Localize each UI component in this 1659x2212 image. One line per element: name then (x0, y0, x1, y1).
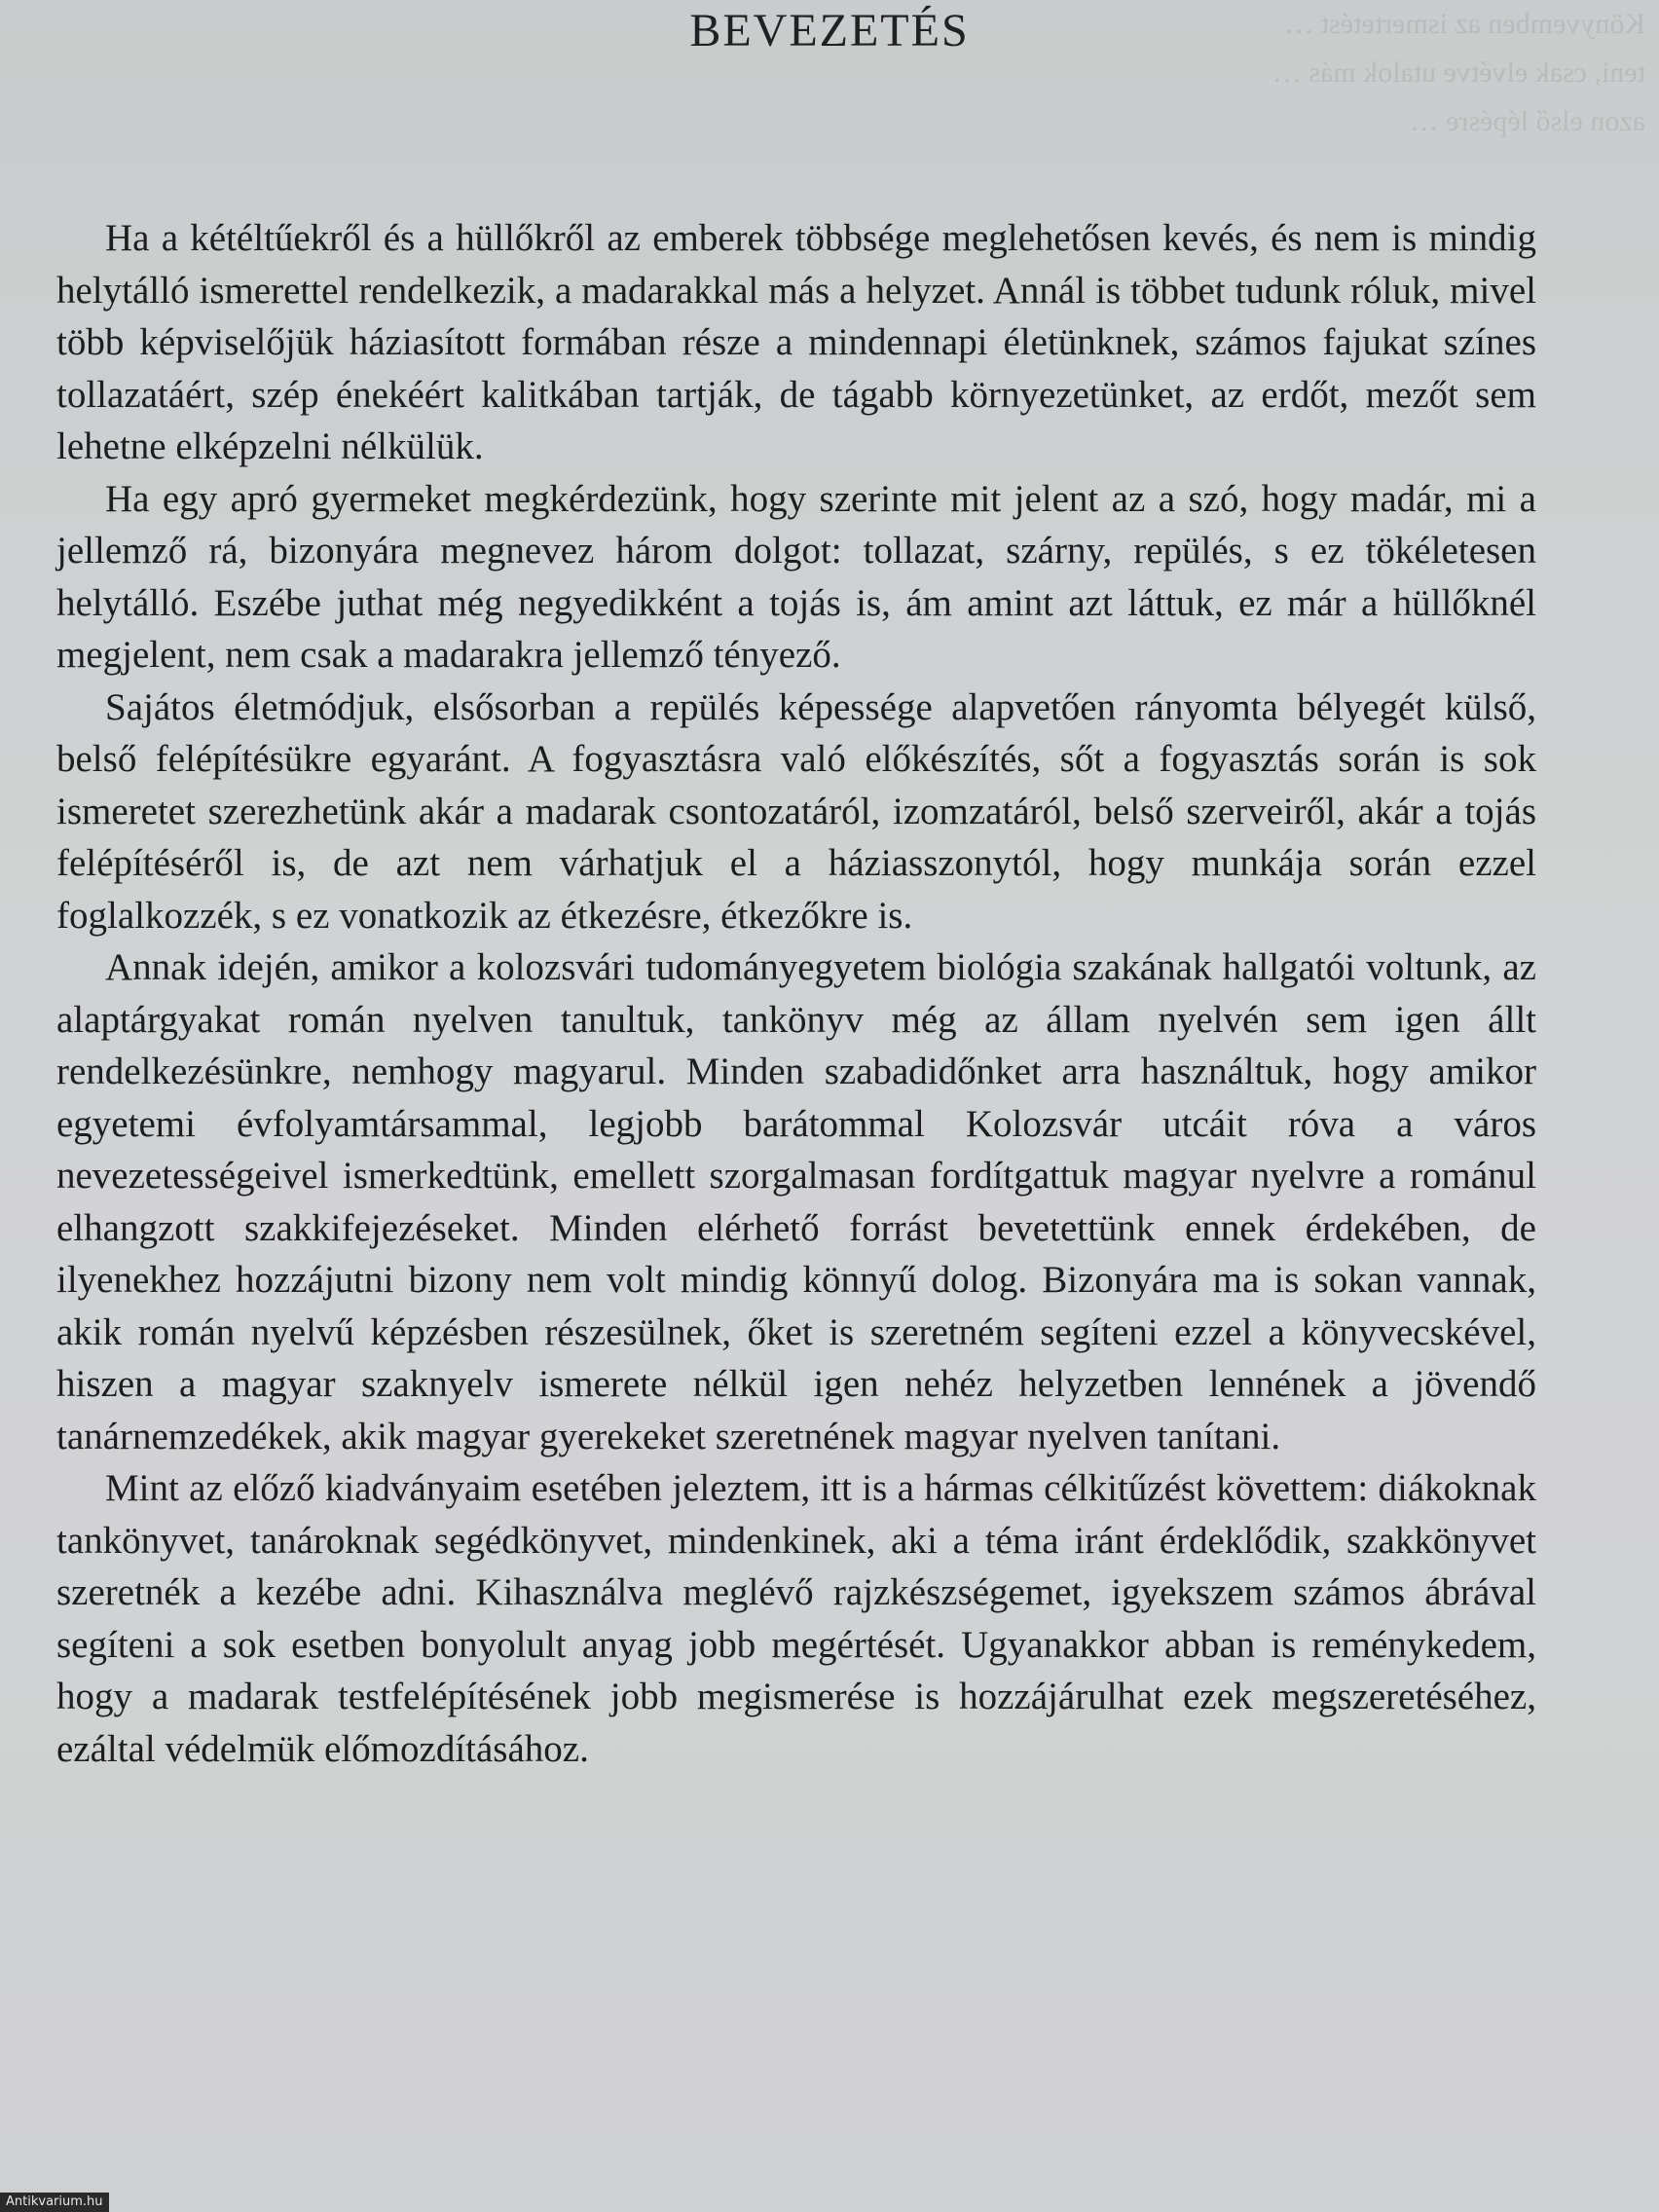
paragraph: Ha a kétéltűekről és a hüllőkről az emberek többsége meglehetősen kevés, és nem is mindig helytálló ismerettel rendelkezik, a madarakkal más a helyzet. Annál is többet tudunk róluk, mivel több képviselőjük háziasított formában része a mindennapi életünknek, számos fajukat színes tollazatáért, szép énekéért kalitkában tartják, de tágabb környezetünket, az erdőt, mezőt sem lehetne elképzelni nélkülük. (56, 217, 1536, 467)
paragraph: Mint az előző kiadványaim esetében jeleztem, itt is a hármas célkitűzést követtem: diákoknak tankönyvet, tanároknak segédkönyvet, mindenkinek, aki a téma iránt érdeklődik, szakkönyvet szeretnék a kezébe adni. Kihasználva meglévő rajzkészségemet, igyekszem számos ábrával segíteni a sok esetben bonyolult anyag jobb megértését. Ugyanakkor abban is reménykedem, hogy a madarak testfelépítésének jobb megismerése is hozzájárulhat ezek megszeretéséhez, ezáltal védelmük előmozdításához. (56, 1467, 1536, 1770)
body-text (56, 212, 1536, 1775)
page-title: BEVEZETÉS (689, 5, 970, 56)
paragraph: Sajátos életmódjuk, elsősorban a repülés képessége alapvetően rányomta bélyegét külső, belső felépítésükre egyaránt. A fogyasztásra való előkészítés, sőt a fogyasztás során is sok ismeretet szerezhetünk akár a madarak csontozatáról, izomzatáról, belső szerveiről, akár a tojás felépítéséről is, de azt nem várhatjuk el a háziasszonytól, hogy munkája során ezzel foglalkozzék, s ez vonatkozik az étkezésre, étkezőkre is. (56, 685, 1536, 937)
paragraph: Ha egy apró gyermeket megkérdezünk, hogy szerinte mit jelent az a szó, hogy madár, mi a jellemző rá, bizonyára megnevez három dolgot: tollazat, szárny, repülés, s ez tökéletesen helytálló. Eszébe juthat még negyedikként a tojás is, ám amint azt láttuk, ez már a hüllőknél megjelent, nem csak a madarakra jellemző tényező. (56, 477, 1536, 676)
paragraph: Annak idején, amikor a kolozsvári tudományegyetem biológia szakának hallgatói voltunk, az alaptárgyakat román nyelven tanultuk, tankönyv még az állam nyelvén sem igen állt rendelkezésünkre, nemhogy magyarul. Minden szabadidőnket arra használtuk, hogy amikor egyetemi évfolyamtársammal, legjobb barátommal Kolozsvár utcáit róva a város nevezetességeivel ismerkedtünk, emellett szorgalmasan fordítgattuk magyar nyelvre a románul elhangzott szakkifejezéseket. Minden elérhető forrást bevetettünk ennek érdekében, de ilyenekhez hozzájutni bizony nem volt mindig könnyű dolog. Bizonyára ma is sokan vannak, akik román nyelvű képzésben részesülnek, őket is szeretném segíteni ezzel a könyvecskével, hiszen a magyar szaknyelv ismerete nélkül igen nehéz helyzetben lennének a jövendő tanárnemzedékek, akik magyar gyerekeket szeretnének magyar nyelven tanítani. (56, 946, 1536, 1457)
watermark: Antikvarium.hu (0, 2193, 109, 2212)
show-through-text: Könyvemben az ismertetést … teni, csak elvétve utalok más … azon első lépésre … (1272, 8, 1645, 137)
